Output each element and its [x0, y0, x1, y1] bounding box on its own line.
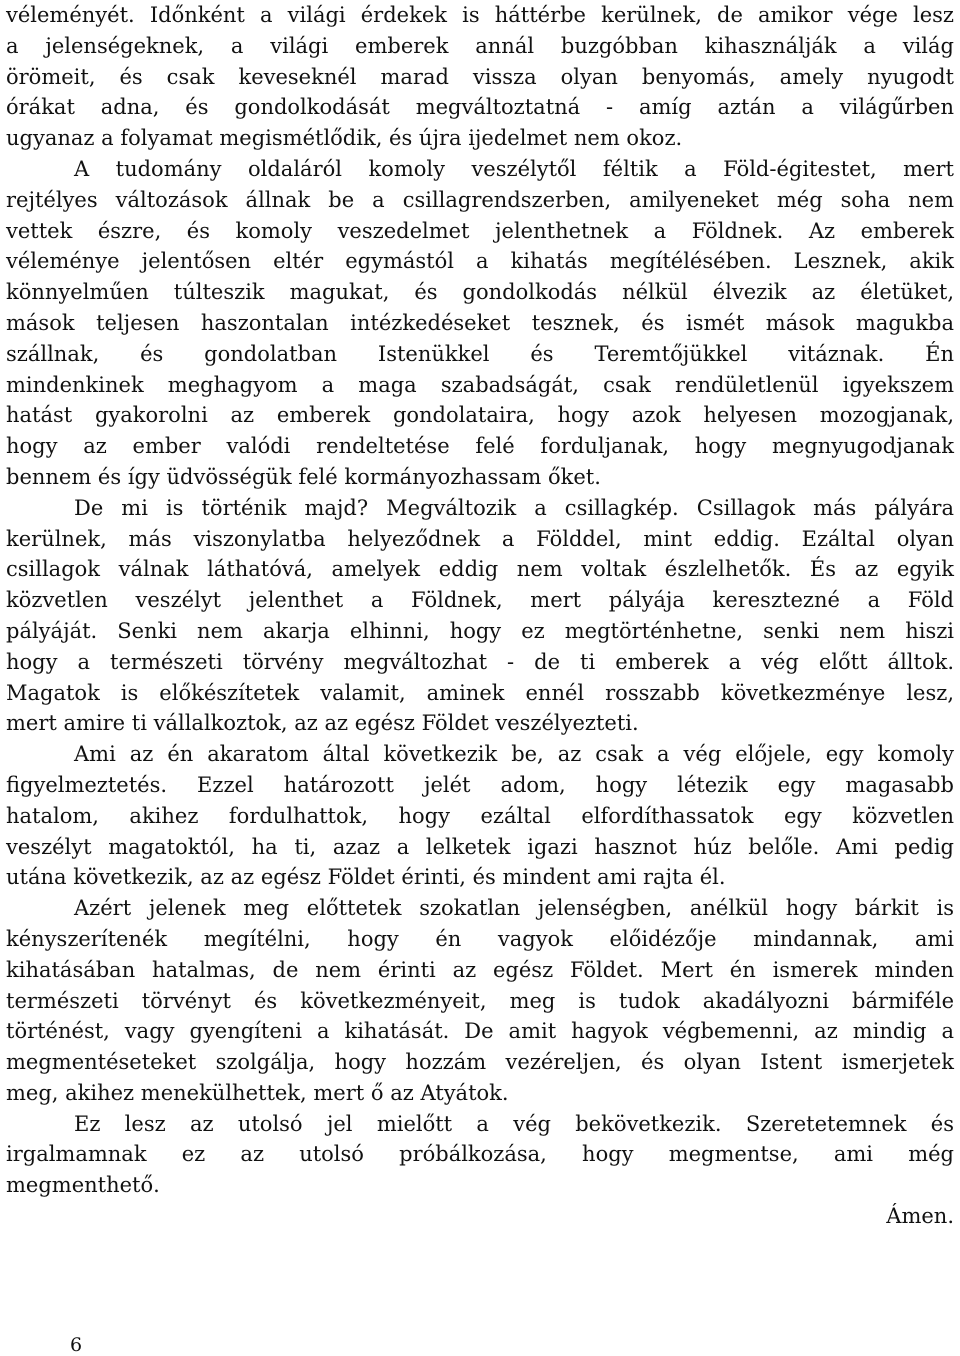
text-line: vettek észre, és komoly veszedelmet jelenthetnek a Földnek. Az emberek [6, 218, 954, 243]
text-line: véleménye jelentősen eltér egymástól a kihatás megítélésében. Lesznek, akik [6, 249, 954, 274]
text-line: kerülnek, más viszonylatba helyeződnek a Földdel, mint eddig. Ezáltal olyan [6, 526, 954, 551]
text-line: megmenthető. [6, 1173, 160, 1198]
text-line: szállnak, és gondolatban Istenükkel és Teremtőjükkel vitáznak. Én [6, 341, 954, 366]
text-line: hatalom, akihez fordulhattok, hogy ezáltal elfordíthassatok egy közvetlen [6, 803, 954, 828]
text-line: utána következik, az az egész Földet érinti, és mindent ami rajta él. [6, 865, 726, 890]
text-line: bennem és így üdvösségük felé kormányozhassam őket. [6, 464, 601, 489]
text-line: a jelenségeknek, a világi emberek annál buzgóbban kihasználják a világ [6, 33, 954, 58]
text-line: véleményét. Időnként a világi érdekek is háttérbe kerülnek, de amikor vége lesz [6, 3, 954, 27]
text-line: mindenkinek meghagyom a maga szabadságát, csak rendületlenül igyekszem [6, 372, 954, 397]
text-line: veszélyt magatoktól, ha ti, azaz a lelketek igazi hasznot húz belőle. Ami pedig [6, 834, 954, 859]
paragraph-start-line: Azért jelenek meg előttetek szokatlan jelenségben, anélkül hogy bárkit is [74, 896, 954, 921]
text-line: Magatok is előkészítetek valamit, aminek ennél rosszabb következménye lesz, [6, 680, 954, 705]
text-line: természeti törvényt és következményeit, meg is tudok akadályozni bármiféle [6, 988, 954, 1013]
text-line: figyelmeztetés. Ezzel határozott jelét adom, hogy létezik egy magasabb [6, 772, 954, 797]
text-line: kihatásában hatalmas, de nem érinti az egész Földet. Mert én ismerek minden [6, 957, 954, 982]
text-line: kényszerítenék megítélni, hogy én vagyok előidézője mindannak, ami [6, 926, 954, 951]
text-line: pályáját. Senki nem akarja elhinni, hogy ez megtörténhetne, senki nem hiszi [6, 618, 954, 643]
text-line: ugyanaz a folyamat megismétlődik, és újra ijedelmet nem okoz. [6, 126, 683, 151]
text-line: megmentéseteket szolgálja, hogy hozzám vezéreljen, és olyan Istent ismerjetek [6, 1050, 954, 1075]
text-line: hatást gyakorolni az emberek gondolataira, hogy azok helyesen mozogjanak, [6, 403, 954, 428]
text-line: hogy az ember valódi rendeltetése felé forduljanak, hogy megnyugodjanak [6, 434, 954, 459]
text-line: órákat adna, és gondolkodását megváltoztatná - amíg aztán a világűrben [6, 95, 954, 120]
paragraph-start-line: Ez lesz az utolsó jel mielőtt a vég bekövetkezik. Szeretetemnek és [74, 1111, 954, 1136]
text-line: történést, vagy gyengíteni a kihatását. De amit hagyok végbemenni, az mindig a [6, 1019, 954, 1044]
document-page [6, 0, 954, 1232]
text-line: csillagok válnak láthatóvá, amelyek eddig nem voltak észlelhetők. És az egyik [6, 557, 954, 582]
text-line: mert amire ti vállalkoztok, az az egész Földet veszélyezteti. [6, 711, 639, 736]
text-line: mások teljesen haszontalan intézkedéseket tesznek, és ismét mások magukba [6, 310, 954, 335]
text-line: irgalmamnak ez az utolsó próbálkozása, hogy megmentse, ami még [6, 1142, 954, 1167]
text-line: meg, akihez menekülhettek, mert ő az Atyátok. [6, 1080, 509, 1105]
paragraph-start-line: A tudomány oldaláról komoly veszélytől féltik a Föld-égitestet, mert [74, 156, 954, 181]
text-line: könnyelműen túlteszik magukat, és gondolkodás nélkül élvezik az életüket, [6, 280, 954, 305]
paragraph-start-line: De mi is történik majd? Megváltozik a csillagkép. Csillagok más pályára [74, 495, 954, 520]
paragraph-start-line: Ami az én akaratom által következik be, az csak a vég előjele, egy komoly [74, 742, 954, 767]
text-line: közvetlen veszélyt jelenthet a Földnek, mert pályája keresztezné a Föld [6, 588, 954, 613]
page-number: 6 [70, 1334, 83, 1356]
closing-amen: Ámen. [886, 1204, 954, 1229]
text-line: hogy a természeti törvény megváltozhat - de ti emberek a vég előtt álltok. [6, 649, 954, 674]
text-line: rejtélyes változások állnak be a csillagrendszerben, amilyeneket még soha nem [6, 187, 954, 212]
text-line: örömeit, és csak keveseknél marad vissza olyan benyomás, amely nyugodt [6, 64, 954, 89]
